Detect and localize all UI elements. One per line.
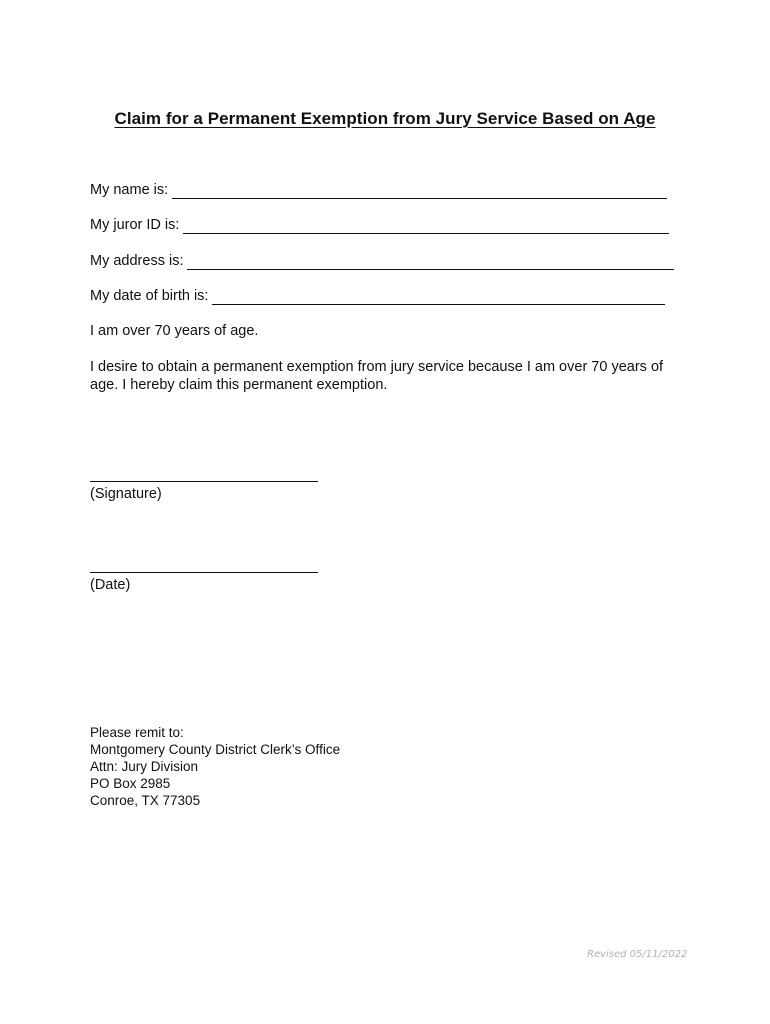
revision-date: Revised 05/11/2022 [587,949,688,960]
remit-attn: Attn: Jury Division [90,759,199,774]
dob-field-line[interactable] [212,289,665,305]
remit-address-block [90,724,340,809]
exemption-statement: I desire to obtain a permanent exemption from jury service because I am over 70 years of age. I hereby claim this permanent exemption. [90,359,664,393]
juror-id-field-line[interactable] [183,218,669,234]
name-field-label: My name is: [90,182,169,198]
date-label: (Date) [90,577,131,593]
remit-office: Montgomery County District Clerk’s Office [90,742,341,757]
remit-heading: Please remit to: [90,725,184,740]
dob-field-row [90,285,665,305]
address-field-label: My address is: [90,253,184,269]
address-field-row [90,250,674,270]
juror-id-field-label: My juror ID is: [90,217,180,233]
remit-po-box: PO Box 2985 [90,776,171,791]
document-title: Claim for a Permanent Exemption from Jury Service Based on Age [114,109,656,128]
remit-city: Conroe, TX 77305 [90,793,201,808]
name-field-line[interactable] [172,183,667,199]
juror-id-field-row [90,214,669,234]
signature-label: (Signature) [90,486,162,502]
age-statement: I am over 70 years of age. [90,323,259,339]
dob-field-label: My date of birth is: [90,288,209,304]
signature-line[interactable] [90,481,318,482]
date-line[interactable] [90,572,318,573]
address-field-line[interactable] [187,254,674,270]
name-field-row [90,179,667,199]
